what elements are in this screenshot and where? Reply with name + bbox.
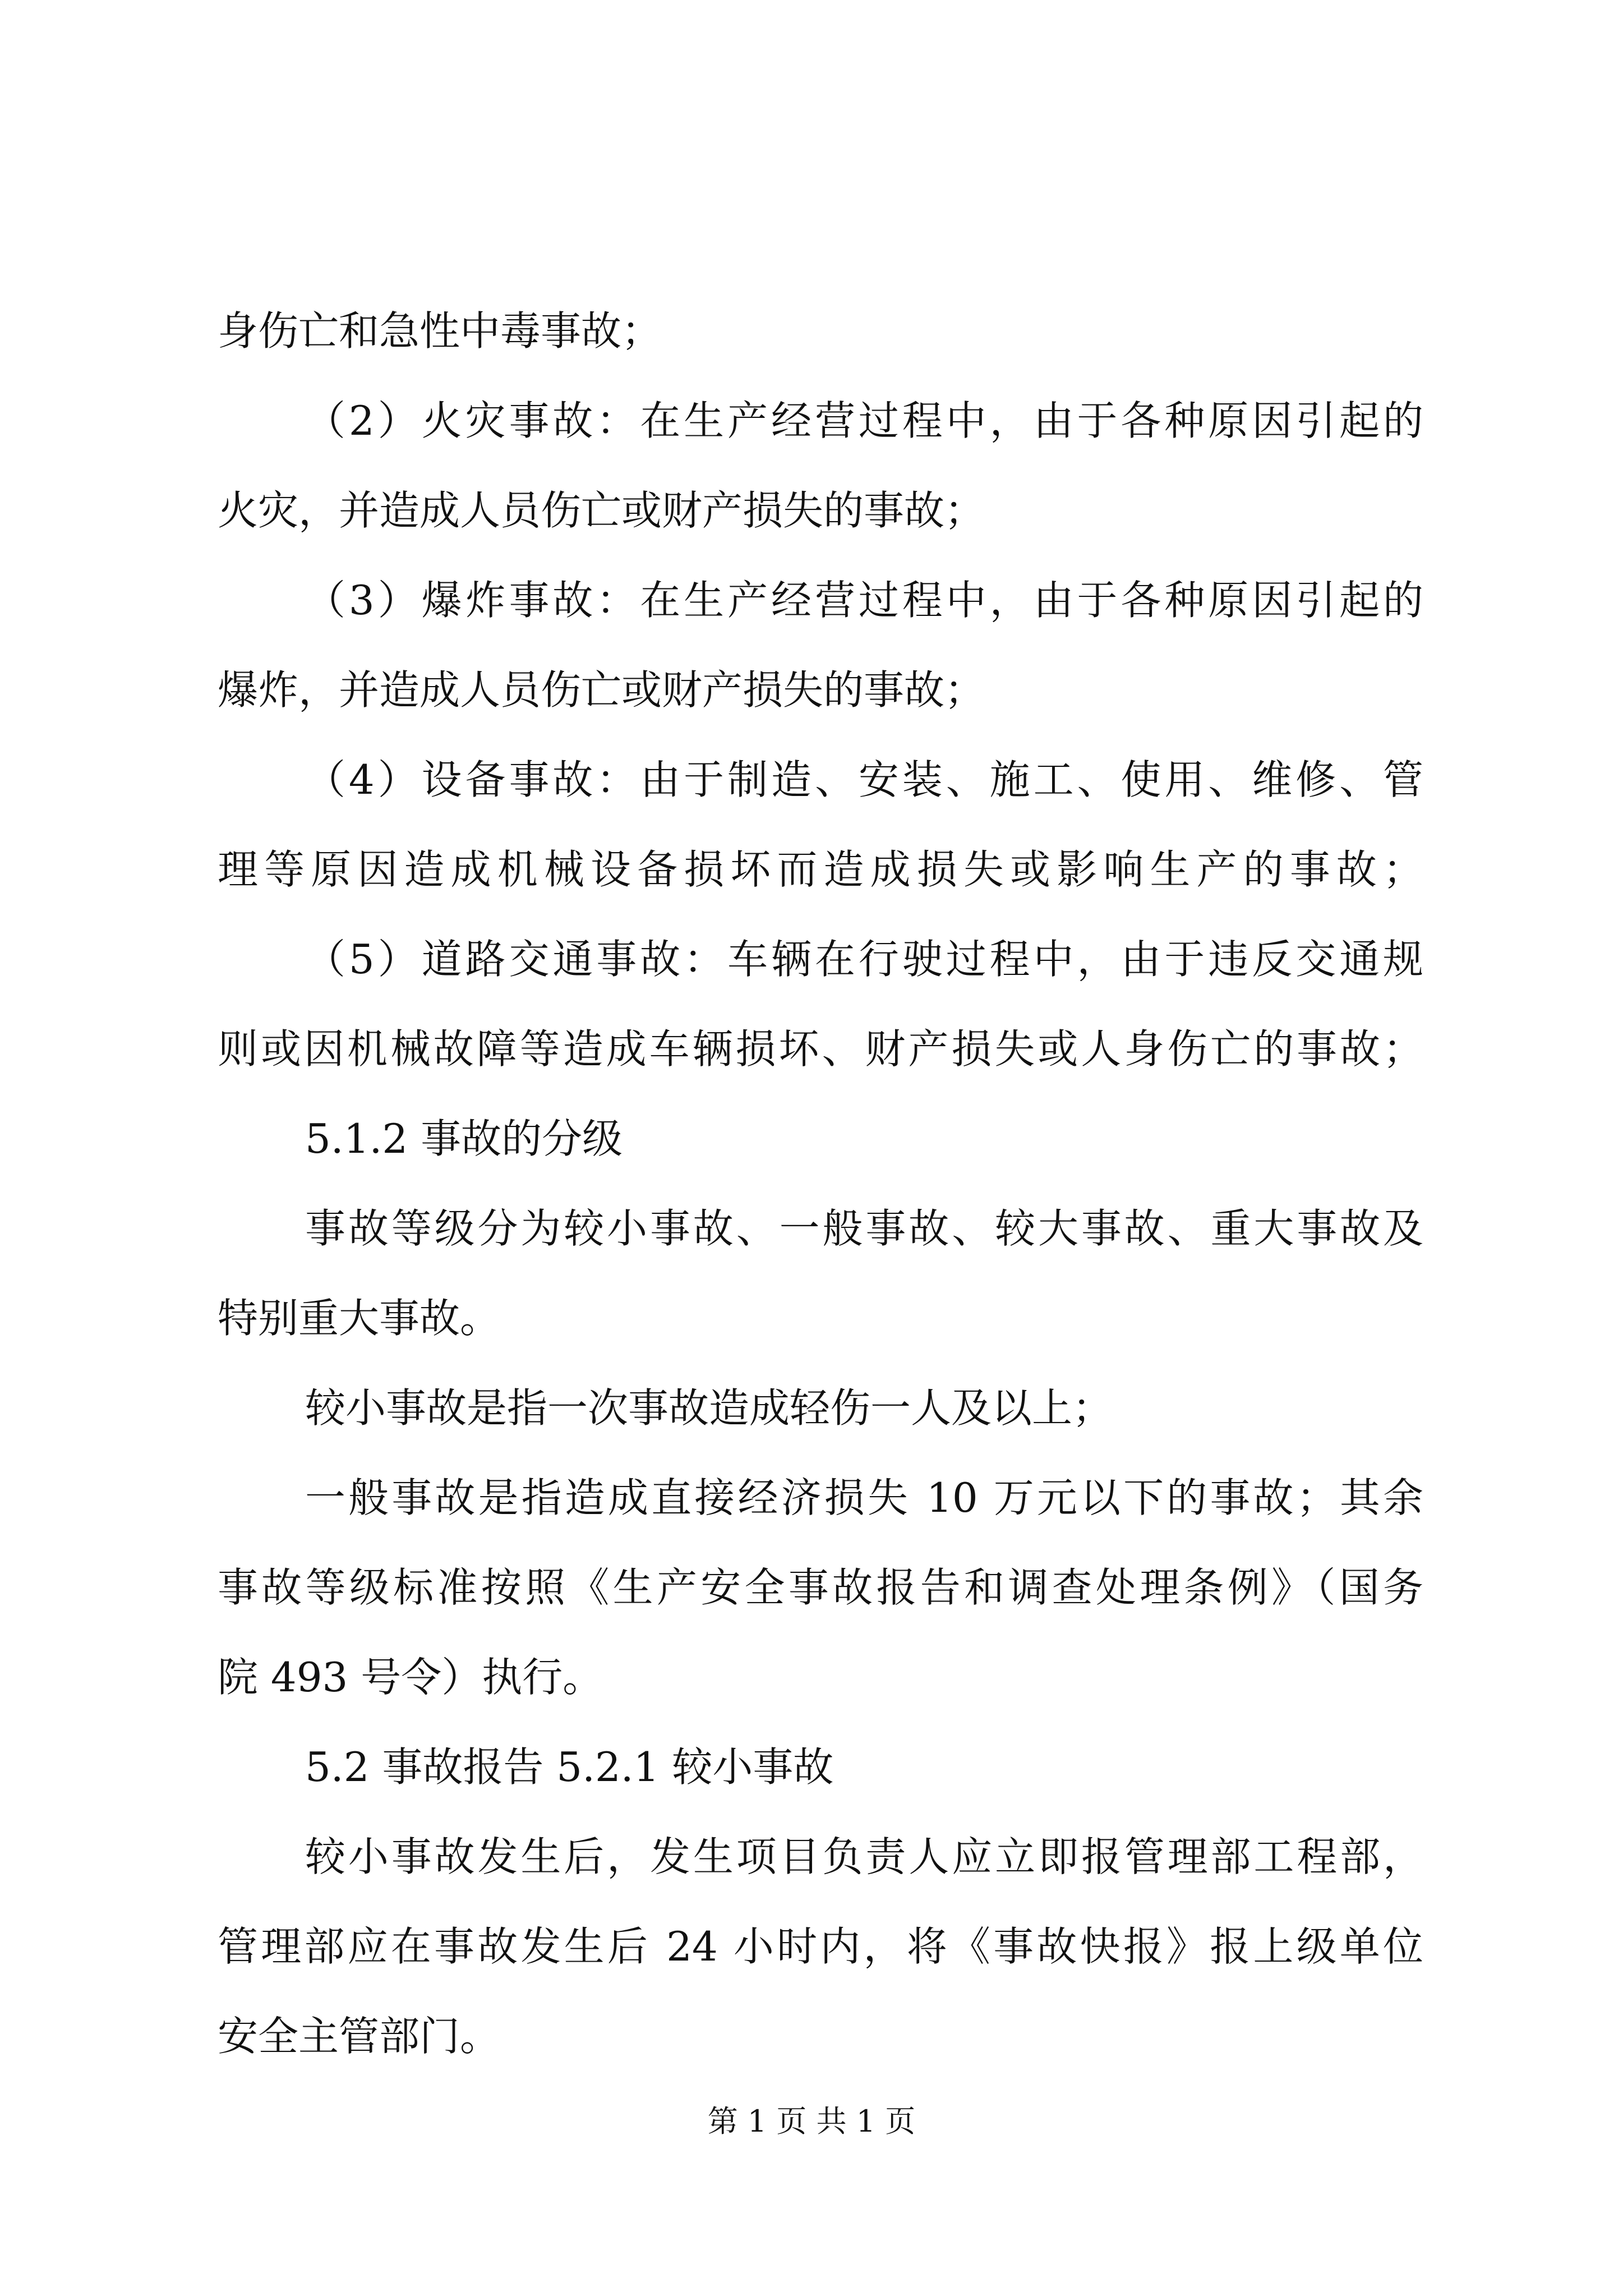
text-line: （3）爆炸事故：在生产经营过程中，由于各种原因引起的: [305, 577, 1423, 624]
text-line: 安全主管部门。: [218, 2013, 501, 2060]
text-line: 较小事故发生后，发生项目负责人应立即报管理部工程部，: [305, 1833, 1423, 1880]
text-line: 理等原因造成机械设备损坏而造成损失或影响生产的事故；: [218, 846, 1423, 893]
text-line: 则或因机械故障等造成车辆损坏、财产损失或人身伤亡的事故；: [218, 1025, 1423, 1073]
text-line: 一般事故是指造成直接经济损失 10 万元以下的事故；其余: [305, 1474, 1423, 1521]
section-heading: 5.2 事故报告 5.2.1 较小事故: [305, 1743, 834, 1791]
text-line: 事故等级分为较小事故、一般事故、较大事故、重大事故及: [305, 1205, 1423, 1252]
text-line: 爆炸，并造成人员伤亡或财产损失的事故；: [218, 666, 985, 714]
section-heading: 5.1.2 事故的分级: [305, 1115, 623, 1162]
document-body: [218, 0, 1423, 2087]
text-line: 火灾，并造成人员伤亡或财产损失的事故；: [218, 487, 985, 534]
text-line: 身伤亡和急性中毒事故；: [218, 307, 662, 355]
text-line: （2）火灾事故：在生产经营过程中，由于各种原因引起的: [305, 397, 1423, 444]
text-line: 院 493 号令）执行。: [218, 1654, 603, 1701]
text-line: 管理部应在事故发生后 24 小时内，将《事故快报》报上级单位: [218, 1923, 1423, 1970]
page-number: 第 1 页 共 1 页: [707, 2104, 916, 2139]
text-line: 特别重大事故。: [218, 1295, 501, 1342]
text-line: 事故等级标准按照《生产安全事故报告和调查处理条例》（国务: [218, 1564, 1423, 1611]
text-line: （4）设备事故：由于制造、安装、施工、使用、维修、管: [305, 756, 1423, 803]
text-line: （5）道路交通事故：车辆在行驶过程中，由于违反交通规: [305, 936, 1423, 983]
text-line: 较小事故是指一次事故造成轻伤一人及以上；: [305, 1384, 1113, 1432]
